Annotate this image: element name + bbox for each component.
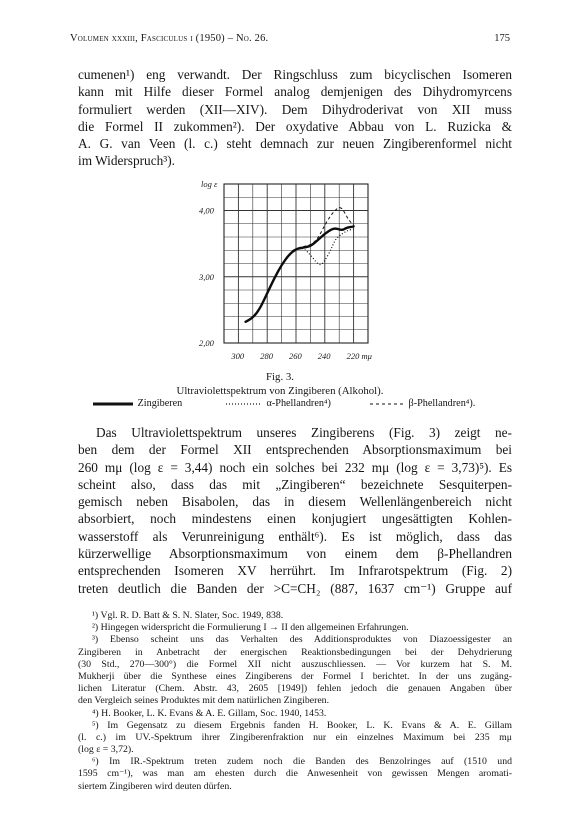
x-tick-label: 300 bbox=[231, 351, 245, 361]
footnote-5: ⁵) Im Gegensatz zu diesem Ergebnis fanden H. Booker, L. K. Evans & A. E. Gillam bbox=[92, 719, 512, 731]
text-line: treten deutlich die Banden der >C=CH₂ (887, 1637 cm⁻¹) Gruppe auf bbox=[78, 580, 512, 596]
footnote-3-line: (30 Std., 270—300°) die Formel XII nicht auszuschliessen. — Vor kurzem hat S. M. bbox=[78, 658, 512, 670]
text-line: absorbiert, noch mindestens einen konjugiert ungesättigten Kohlen- bbox=[78, 511, 512, 527]
text-line: Das Ultraviolettspektrum unseres Zingiberens (Fig. 3) zeigt ne- bbox=[96, 425, 512, 440]
top-paragraph bbox=[78, 66, 512, 170]
page-number: 175 bbox=[494, 33, 510, 44]
y-tick-label: 2,00 bbox=[199, 338, 214, 348]
legend-swatch-dashed bbox=[368, 400, 406, 408]
footnote-6: ⁶) Im IR.-Spektrum treten zudem noch die Banden des Benzolringes auf (1510 und bbox=[92, 756, 512, 768]
text-line: ben dem der Formel XII entsprechenden Absorptionsmaximum bei bbox=[78, 442, 512, 458]
legend-label: β-Phellandren⁴). bbox=[408, 398, 476, 409]
uv-spectrum-chart bbox=[190, 176, 380, 376]
legend-item-alpha-phellandren bbox=[224, 398, 331, 409]
running-title: Volumen xxxiii, Fasciculus i (1950) – No. 26. bbox=[70, 33, 269, 44]
text-line: scheint also, dass das mit „Zingiberen“ bezeichnete Sesquiterpen- bbox=[78, 476, 512, 492]
x-tick-label: 240 bbox=[317, 351, 331, 361]
legend-swatch-dotted bbox=[224, 400, 264, 408]
footnote-1: ¹) Vgl. R. D. Batt & S. N. Slater, Soc. 1949, 838. bbox=[92, 610, 284, 621]
footnote-3-line: Mukherji über die Synthese eines Zingiberens der Formel I berichtet. In der uns zugäng- bbox=[78, 670, 512, 682]
legend-label: α-Phellandren⁴) bbox=[266, 398, 331, 409]
chart-grid bbox=[224, 184, 368, 343]
legend-item-zingiberen bbox=[93, 398, 182, 409]
text-line: wasserstoff als Verunreinigung enthält⁶). Es ist möglich, dass das bbox=[78, 528, 512, 544]
footnote-6-line: 1595 cm⁻¹), was man am ehesten durch die Anwesenheit von gewissen Mengen aromati- bbox=[78, 768, 512, 780]
figure-number: Fig. 3. bbox=[266, 371, 294, 383]
text-line: kürzerwellige Absorptionsmaximum von einem dem β-Phellandren bbox=[78, 546, 512, 562]
footnote-5-line: (l. c.) im UV.-Spektrum ihrer Zingiberenfraktion nur ein einzelnes Maximum bei 235 mμ bbox=[78, 731, 512, 743]
text-line: formuliert werden (XII—XIV). Dem Dihydroderivat von XII muss bbox=[78, 101, 512, 117]
footnote-3: ³) Ebenso scheint uns das Verhalten des Additionsproduktes von Diazoessigester an bbox=[92, 634, 512, 646]
y-axis-title: log ε bbox=[201, 179, 218, 189]
footnote-5-line: (log ε = 3,72). bbox=[78, 744, 134, 756]
text-line: A. G. van Veen (l. c.) steht demnach zur neuen Zingiberenformel nicht bbox=[78, 136, 512, 152]
y-tick-label: 4,00 bbox=[199, 205, 214, 216]
text-line: entsprechenden Isomeren XV herrührt. Im Infrarotspektrum (Fig. 2) bbox=[78, 563, 512, 579]
main-paragraph bbox=[78, 424, 512, 597]
legend-item-beta-phellandren bbox=[368, 398, 475, 409]
text-line: 260 mμ (log ε = 3,44) noch ein solches bei 232 mμ (log ε = 3,73)⁵). Es bbox=[78, 459, 512, 475]
x-tick-label: 280 bbox=[260, 351, 273, 361]
text-line: kann mit Hilfe dieser Formel analog demjenigen des Dihydromyrcens bbox=[78, 84, 512, 100]
chart-series bbox=[246, 208, 354, 322]
figure-caption: Ultraviolettspektrum von Zingiberen (Alkohol). bbox=[176, 385, 384, 397]
text-line: gemisch neben Bisabolen, das in diesem Wellenlängenbereich nicht bbox=[78, 494, 512, 510]
legend-label: Zingiberen bbox=[137, 398, 183, 409]
y-tick-label: 3,00 bbox=[199, 271, 214, 282]
footnote-3-line: den Vergleich seines Produktes mit dem natürlichen Zingiberen. bbox=[78, 695, 330, 707]
text-line: die Formel II zukommen²). Der oxydative Abbau von L. Ruzicka & bbox=[78, 118, 512, 134]
legend-swatch-solid bbox=[93, 400, 135, 408]
text-line: cumenen¹) eng verwandt. Der Ringschluss zum bicyclischen Isomeren bbox=[78, 67, 512, 82]
footnotes bbox=[78, 610, 512, 793]
x-tick-label: 260 bbox=[289, 351, 302, 361]
footnote-2: ²) Hingegen widerspricht die Formulierung I → II den allgemeinen Erfahrungen. bbox=[92, 622, 409, 634]
text-line: im Widerspruch³). bbox=[78, 153, 175, 169]
footnote-6-line: siertem Zingiberen wird deuten dürfen. bbox=[78, 780, 232, 792]
series-line-zingiberen bbox=[246, 226, 354, 321]
footnote-3-line: lichen Literatur (Chem. Abstr. 43, 2605 [1949]) fehlen jedoch die genauen Angaben über bbox=[78, 683, 512, 695]
x-tick-label: 220 mμ bbox=[346, 351, 372, 361]
footnote-4: ⁴) H. Booker, L. K. Evans & A. E. Gillam, Soc. 1940, 1453. bbox=[92, 707, 327, 719]
footnote-3-line: Zingiberen in Anbetracht der energischen Reaktionsbedingungen bei der Dehydrierung bbox=[78, 646, 512, 658]
